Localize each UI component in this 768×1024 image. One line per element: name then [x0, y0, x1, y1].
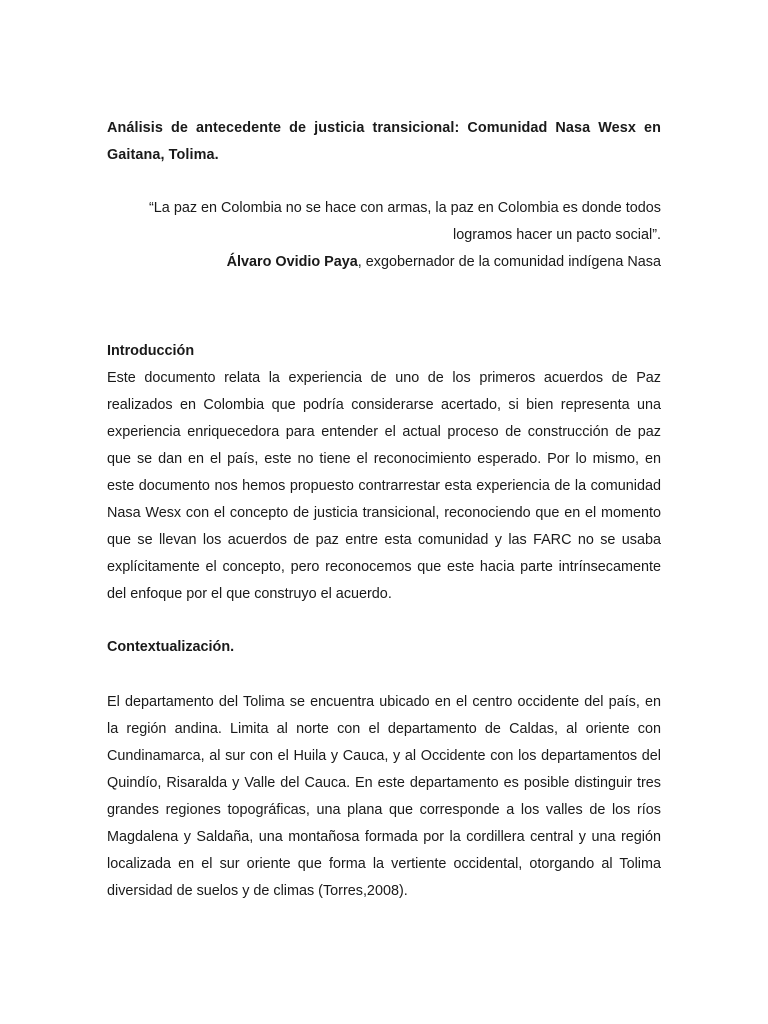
section-heading-introduccion: Introducción — [107, 343, 195, 359]
section-body-introduccion: Este documento relata la experiencia de uno de los primeros acuerdos de Paz realizados en Colombia que podría considerarse acertado, si bien representa una experiencia enriquecedora para entender el actual proceso de construcción de paz que se dan en el país, este no tiene el reconocimiento esperado. Por lo mismo, en este documento nos hemos propuesto contrarrestar esta experiencia de la comunidad Nasa Wesx con el concepto de justicia transicional, reconociendo que en el momento que se llevan los acuerdos de paz entre esta comunidad y las FARC no se usaba explícitamente el concepto, pero reconocemos que este hacia parte intrínsecamente del enfoque por el que construyo el acuerdo. — [107, 370, 661, 602]
epigraph-attribution — [107, 249, 661, 276]
section-body-contextualizacion: El departamento del Tolima se encuentra ubicado en el centro occidente del país, en la región andina. Limita al norte con el departamento de Caldas, al oriente con Cundinamarca, al sur con el Huila y Cauca, y al Occidente con los departamentos del Quindío, Risaralda y Valle del Cauca. En este departamento es posible distinguir tres grandes regiones topográficas, una plana que corresponde a los valles de los ríos Magdalena y Saldaña, una montañosa formada por la cordillera central y una región localizada en el sur oriente que forma la vertiente occidental, otorgando al Tolima diversidad de suelos y de climas (Torres,2008). — [107, 694, 661, 899]
document-content — [107, 115, 661, 905]
section-heading-contextualizacion: Contextualización. — [107, 639, 235, 655]
epigraph-author: Álvaro Ovidio Paya — [226, 254, 358, 270]
document-title: Análisis de antecedente de justicia transicional: Comunidad Nasa Wesx en Gaitana, Tolima. — [107, 120, 661, 163]
epigraph — [107, 195, 661, 276]
epigraph-author-role: , exgobernador de la comunidad indígena Nasa — [357, 254, 661, 270]
epigraph-quote: “La paz en Colombia no se hace con armas, la paz en Colombia es donde todos logramos hacer un pacto social”. — [149, 200, 661, 243]
